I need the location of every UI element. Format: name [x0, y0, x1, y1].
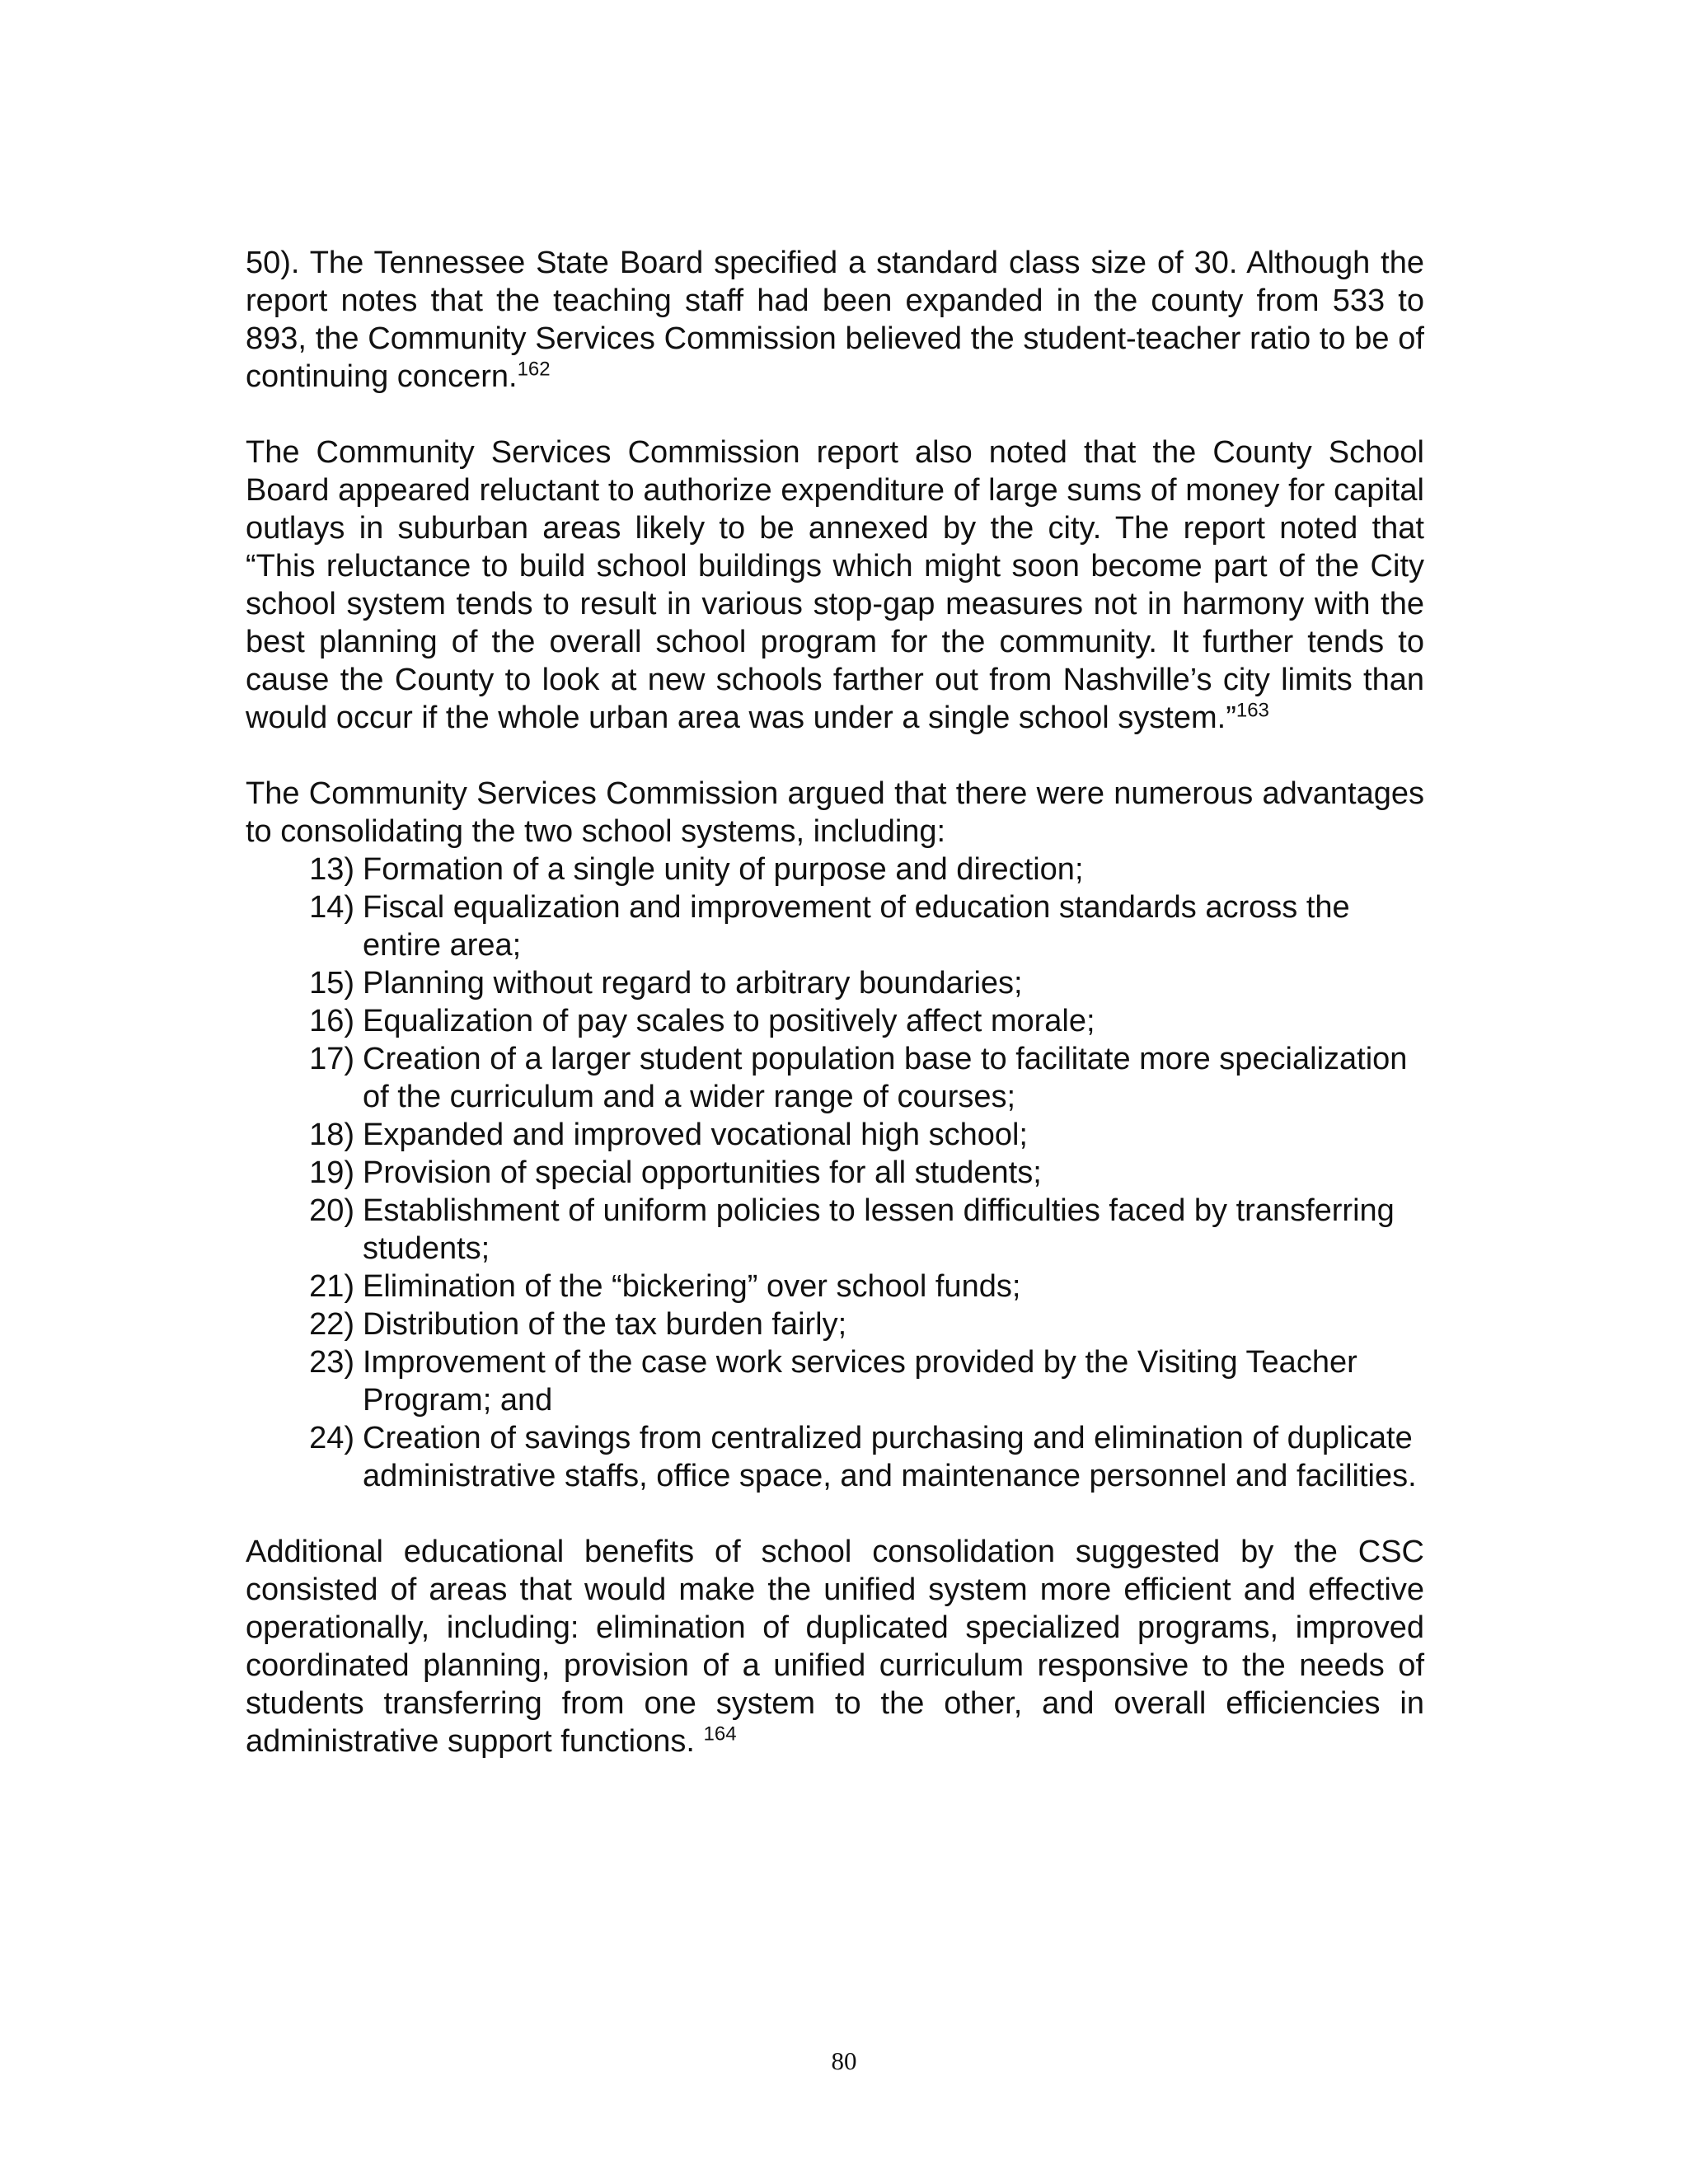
list-number: 21) — [309, 1269, 354, 1304]
list-text: Creation of savings from centralized purchasing and elimination of duplicate administrative staffs, office space, and maintenance personnel and facilities. — [363, 1421, 1417, 1493]
list-item — [246, 1116, 1424, 1154]
list-number: 15) — [309, 966, 354, 1001]
paragraph-text: The Community Services Commission argued that there were numerous advantages to consolidating the two school systems, including: — [246, 776, 1424, 849]
page-number: 80 — [831, 2046, 857, 2075]
list-text: Planning without regard to arbitrary boundaries; — [363, 966, 1023, 1001]
list-item — [246, 1305, 1424, 1343]
list-item — [246, 1192, 1424, 1268]
footnote-ref-164: 164 — [703, 1722, 737, 1746]
list-number: 22) — [309, 1307, 354, 1342]
paragraph-advantages-intro — [246, 775, 1424, 851]
list-text: Fiscal equalization and improvement of education standards across the entire area; — [363, 890, 1350, 963]
paragraph-text: The Community Services Commission report also noted that the County School Board appeared reluctant to authorize expenditure of large sums of money for capital outlays in suburban areas likely to be annexed by the city. The report noted that “This reluctance to build school buildings which might soon become part of the City school system tends to result in various stop-gap measures not in harmony with the best planning of the overall school program for the community. It further tends to cause the County to look at new schools farther out from Nashville’s city limits than would occur if the whole urban area was under a single school system.” — [246, 435, 1424, 735]
list-item — [246, 1268, 1424, 1305]
list-text: Elimination of the “bickering” over school funds; — [363, 1269, 1021, 1304]
paragraph-county-board — [246, 434, 1424, 737]
list-text: Creation of a larger student population base to facilitate more specialization of the curriculum and a wider range of courses; — [363, 1042, 1408, 1114]
paragraph-additional-benefits — [246, 1533, 1424, 1760]
list-item — [246, 1002, 1424, 1040]
list-item — [246, 1040, 1424, 1116]
list-number: 20) — [309, 1193, 354, 1228]
page-body — [246, 244, 1424, 1760]
list-text: Expanded and improved vocational high school; — [363, 1118, 1028, 1152]
list-number: 24) — [309, 1421, 354, 1455]
list-number: 19) — [309, 1155, 354, 1190]
list-number: 18) — [309, 1118, 354, 1152]
list-number: 23) — [309, 1345, 354, 1380]
footnote-ref-162: 162 — [517, 358, 551, 381]
paragraph-text: 50). The Tennessee State Board specified a standard class size of 30. Although the report notes that the teaching staff had been expanded in the county from 533 to 893, the Community Services Commission believed the student-teacher ratio to be of continuing concern. — [246, 246, 1424, 394]
list-item — [246, 1343, 1424, 1419]
list-number: 13) — [309, 852, 354, 887]
list-number: 16) — [309, 1004, 354, 1038]
list-text: Improvement of the case work services provided by the Visiting Teacher Program; and — [363, 1345, 1357, 1418]
list-number: 17) — [309, 1042, 354, 1076]
advantages-list — [246, 851, 1424, 1495]
paragraph-class-size — [246, 244, 1424, 396]
list-item — [246, 1419, 1424, 1495]
list-text: Establishment of uniform policies to lessen difficulties faced by transferring students; — [363, 1193, 1395, 1266]
list-text: Equalization of pay scales to positively affect morale; — [363, 1004, 1095, 1038]
list-item — [246, 888, 1424, 964]
list-text: Distribution of the tax burden fairly; — [363, 1307, 847, 1342]
list-item — [246, 851, 1424, 888]
list-number: 14) — [309, 890, 354, 925]
list-item — [246, 964, 1424, 1002]
list-text: Formation of a single unity of purpose and direction; — [363, 852, 1084, 887]
footnote-ref-163: 163 — [1236, 699, 1269, 722]
list-text: Provision of special opportunities for all students; — [363, 1155, 1042, 1190]
list-item — [246, 1154, 1424, 1192]
paragraph-text: Additional educational benefits of school consolidation suggested by the CSC consisted of areas that would make the unified system more efficient and effective operationally, including: elimination of duplicated specialized programs, improved coordinated planning, provision of a unified curriculum responsive to the needs of students transferring from one system to the other, and overall efficiencies in administrative support functions. — [246, 1535, 1424, 1759]
